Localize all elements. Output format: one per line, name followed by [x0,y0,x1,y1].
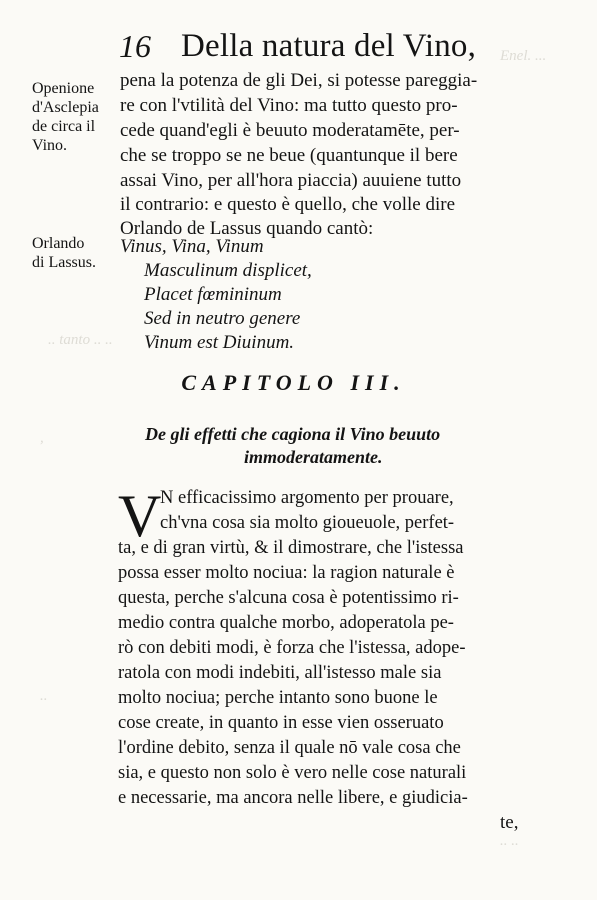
text-line: Orlando de Lassus quando cantò: [120,218,374,239]
margin-note-asclepia [32,79,99,155]
margin-note-line: di Lassus. [32,254,96,271]
verse-line: Masculinum displicet, [144,260,312,281]
text-line: cose create, in quanto in esse vien osseruato [118,713,444,733]
verse-line: Placet fœmininum [144,284,282,305]
text-line: sia, e questo non solo è vero nelle cose naturali [118,763,467,783]
margin-note-line: Openione [32,80,95,97]
verse-line: Vinum est Diuinum. [144,332,295,353]
text-line: che se troppo se ne beue (quantunque il bere [120,145,458,166]
text-line: medio contra qualche morbo, adoperatola pe- [118,613,454,633]
page-header [113,26,553,66]
text-line: pena la potenza de gli Dei, si potesse pareggia- [120,70,478,91]
text-line: molto nociua; perche intanto sono buone le [118,688,438,708]
text-line: N efficacissimo argomento per prouare, [160,488,454,508]
show-through-3: , [40,430,44,446]
text-line: cede quand'egli è beuuto moderatamēte, per- [120,120,460,141]
running-title: Della natura del Vino, [181,28,477,64]
text-line: rò con debiti modi, è forza che l'istessa, adope- [118,638,466,658]
verse-line: Vinus, Vina, Vinum [120,236,264,257]
text-line: ta, e di gran virtù, & il dimostrare, che l'istessa [118,538,464,558]
text-line: re con l'vtilità del Vino: ma tutto questo pro- [120,95,458,116]
text-line: e necessarie, ma ancora nelle libere, e giudicia- [118,788,468,808]
show-through-1: Enel. ... [500,48,547,64]
text-line: l'ordine debito, senza il quale nō vale cosa che [118,738,461,758]
text-line: ch'vna cosa sia molto gioueuole, perfet- [160,513,455,533]
subheading-line: De gli effetti che cagiona il Vino beuuto [145,424,441,444]
margin-note-line: d'Asclepia [32,99,99,116]
text-line: assai Vino, per all'hora piaccia) auuiene tutto [120,170,462,191]
text-line: questa, perche s'alcuna cosa è potentissimo ri- [118,588,459,608]
page-number: 16 [119,28,151,64]
verse-line: Sed in neutro genere [144,308,301,329]
text-line: possa esser molto nociua: la ragion naturale è [118,563,455,583]
text-line: ratola con modi indebiti, all'istesso male sia [118,663,442,683]
margin-note-line: Orlando [32,235,85,252]
catchword: te, [500,812,519,833]
text-line: il contrario: e questo è quello, che volle dire [120,194,456,215]
margin-note-line: de circa il [32,118,96,135]
subheading-line: immoderatamente. [244,447,383,467]
chapter-heading: CAPITOLO III. [181,370,406,395]
show-through-5: .. .. [500,833,519,849]
drop-cap: V [118,483,162,549]
margin-note-lassus [32,234,96,272]
show-through-2: .. tanto .. .. [48,332,113,348]
show-through-4: .. [40,688,48,704]
margin-note-line: Vino. [32,137,68,154]
